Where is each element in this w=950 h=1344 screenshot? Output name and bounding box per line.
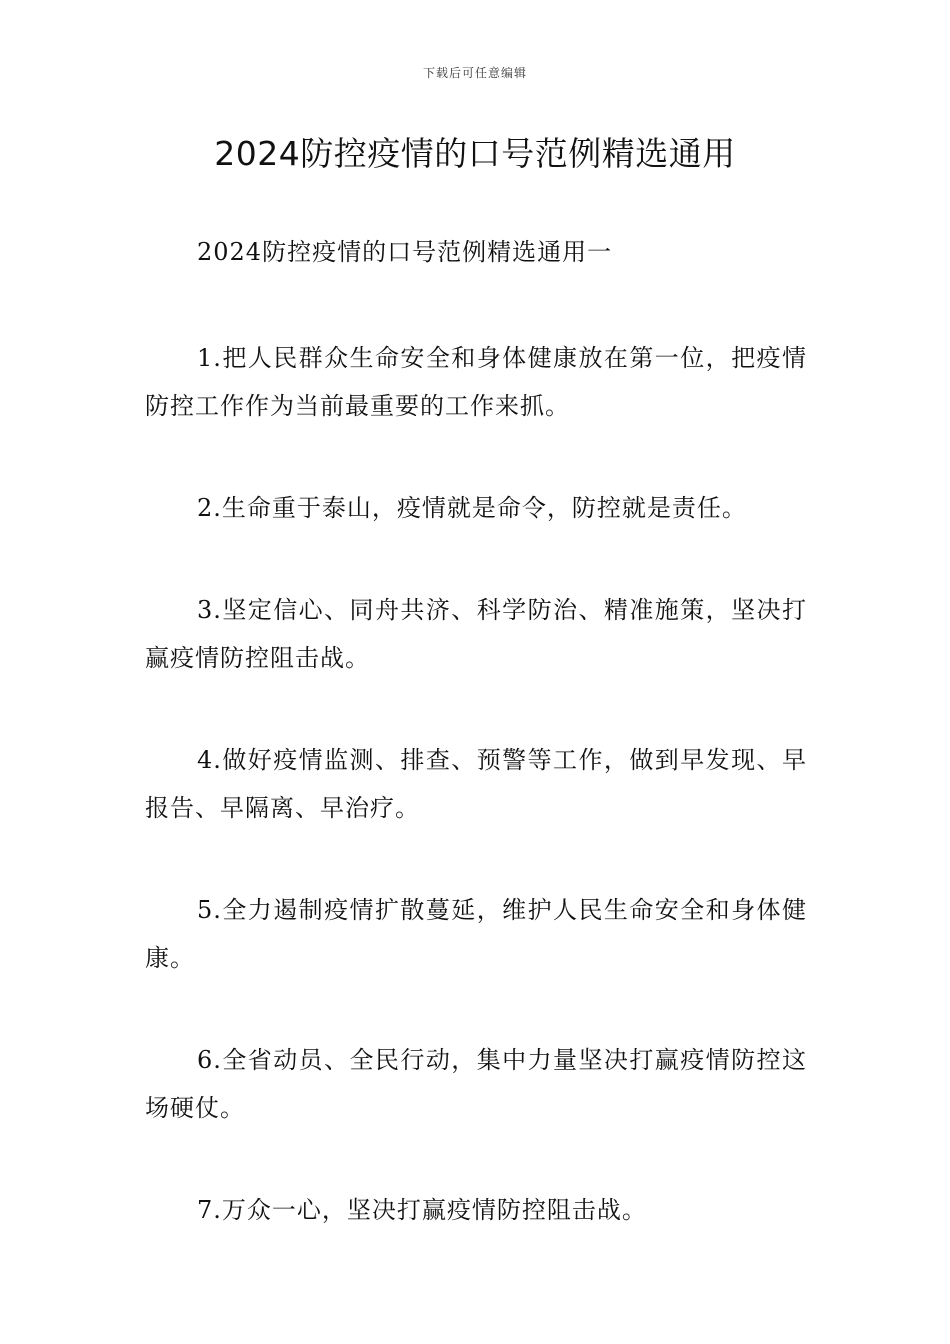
slogan-item: 1.把人民群众生命安全和身体健康放在第一位，把疫情防控工作作为当前最重要的工作来抓。 <box>145 344 807 420</box>
document-body <box>145 228 807 1288</box>
slogan-item: 3.坚定信心、同舟共济、科学防治、精准施策，坚决打赢疫情防控阻击战。 <box>145 596 807 672</box>
slogan-item: 5.全力遏制疫情扩散蔓延，维护人民生命安全和身体健康。 <box>145 896 807 972</box>
document-title: 2024防控疫情的口号范例精选通用 <box>214 134 736 173</box>
slogan-item: 6.全省动员、全民行动，集中力量坚决打赢疫情防控这场硬仗。 <box>145 1046 807 1122</box>
slogan-item: 7.万众一心，坚决打赢疫情防控阻击战。 <box>197 1196 647 1224</box>
header-note: 下载后可任意编辑 <box>422 66 527 80</box>
section-subtitle: 2024防控疫情的口号范例精选通用一 <box>197 238 613 266</box>
slogan-item: 2.生命重于泰山，疫情就是命令，防控就是责任。 <box>197 494 747 522</box>
slogan-item: 4.做好疫情监测、排查、预警等工作，做到早发现、早报告、早隔离、早治疗。 <box>145 746 807 822</box>
